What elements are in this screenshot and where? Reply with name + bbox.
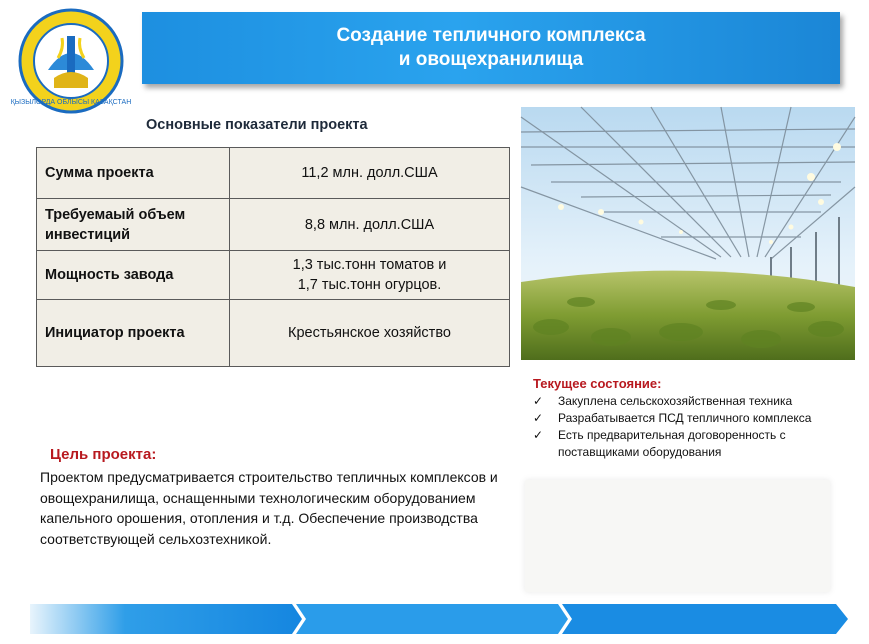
region-emblem-logo [10, 8, 132, 114]
list-item [533, 410, 853, 427]
table-row [37, 199, 510, 251]
metric-label-investment [37, 199, 230, 251]
metric-label-initiator: Инициатор проекта [37, 300, 230, 367]
status-list [533, 393, 853, 461]
checkmark-icon: ✓ [533, 428, 544, 442]
checkmark-icon: ✓ [533, 394, 544, 408]
status-item-text: Есть предварительная договоренность с поставщиками оборудования [558, 428, 786, 459]
metric-value-capacity-line2: 1,7 тыс.тонн огурцов. [297, 277, 442, 293]
project-metrics-table [36, 147, 510, 367]
metric-value-project-sum: 11,2 млн. долл.США [230, 148, 510, 199]
goal-title: Цель проекта: [50, 446, 157, 463]
list-item [533, 393, 853, 410]
metric-label-investment-line2: инвестиций [45, 226, 131, 243]
metric-value-initiator: Крестьянское хозяйство [230, 300, 510, 367]
status-item-text: Разрабатывается ПСД тепличного комплекса [558, 411, 812, 425]
bottom-decorative-bar [30, 604, 848, 634]
greenhouse-photo [521, 107, 855, 360]
faded-text-box [525, 480, 830, 592]
title-banner [142, 12, 840, 84]
metric-value-capacity [230, 251, 510, 300]
slide-title-line1: Создание тепличного комплекса [336, 25, 646, 46]
metric-value-capacity-line1: 1,3 тыс.тонн томатов и [292, 257, 447, 273]
metric-value-investment: 8,8 млн. долл.США [230, 199, 510, 251]
slide-title-line2: и овощехранилища [398, 49, 584, 70]
current-status [533, 376, 853, 461]
table-row [37, 148, 510, 199]
metrics-heading: Основные показатели проекта [146, 117, 368, 133]
metric-label-investment-line1: Требуемаый объем [45, 206, 186, 223]
goal-text: Проектом предусматривается строительство тепличных комплексов и овощехранилища, оснащенными технологическим оборудованием капельного орошения, отопления и т.д. Обеспечение производства соответствующей сельхозтехникой. [40, 469, 498, 547]
list-item [533, 427, 853, 461]
checkmark-icon: ✓ [533, 411, 544, 425]
table-row [37, 251, 510, 300]
table-row [37, 300, 510, 367]
metric-label-capacity: Мощность завода [37, 251, 230, 300]
status-title: Текущее состояние: [533, 376, 662, 391]
logo-text: ҚЫЗЫЛОРДА ОБЛЫСЫ ҚАЗАҚСТАН [10, 99, 132, 106]
metric-label-project-sum: Сумма проекта [37, 148, 230, 199]
status-item-text: Закуплена сельскохозяйственная техника [558, 394, 793, 408]
